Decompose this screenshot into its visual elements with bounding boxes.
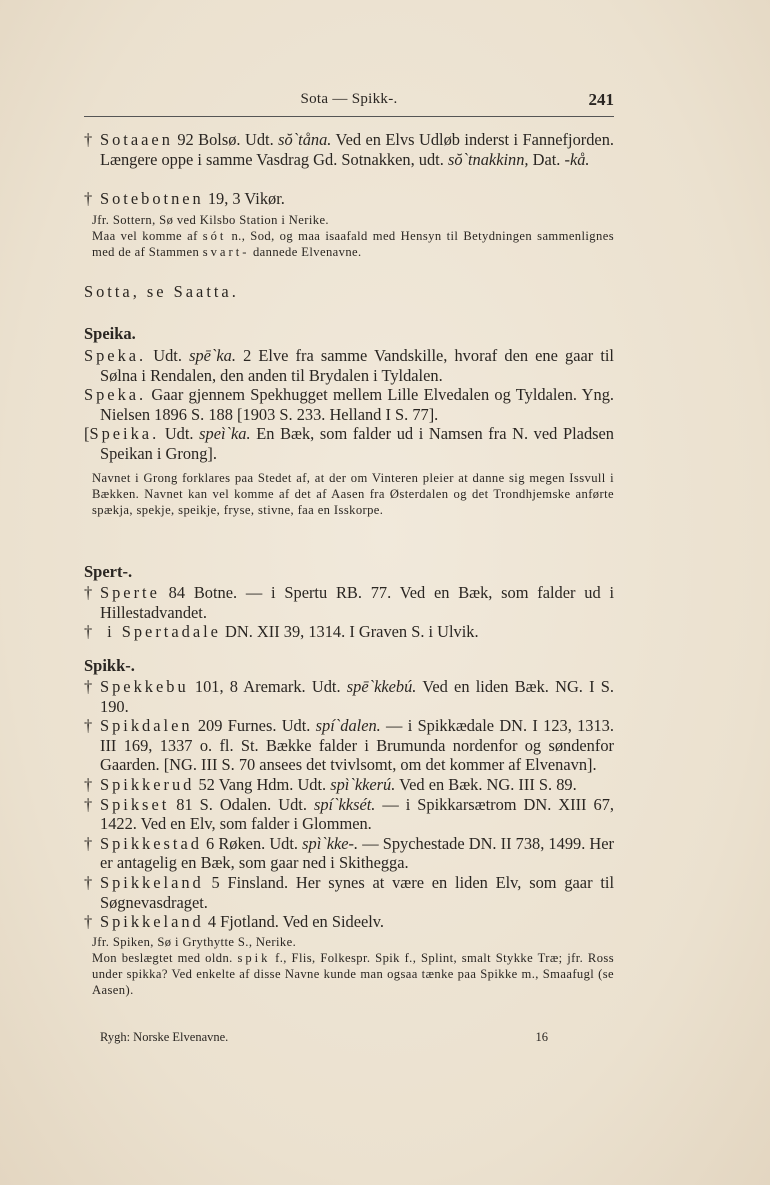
running-title: Sota — Spikk-.: [300, 91, 398, 107]
entry-text: Udt.: [146, 346, 190, 365]
entry-name: Spikkeland: [100, 872, 204, 892]
entry-sotaaen: [84, 130, 614, 169]
entry-name: Spekkebu: [100, 677, 189, 696]
dagger-icon: †: [84, 872, 93, 892]
pronunciation: spí`dalen.: [315, 716, 381, 736]
pronunciation: spē`ka.: [189, 346, 236, 365]
entry-name: Speka.: [84, 385, 147, 405]
dagger-icon: †: [84, 833, 93, 853]
dagger-icon: †: [84, 774, 93, 794]
dagger-icon: †: [84, 677, 93, 696]
entry-sotebotnen: [84, 189, 614, 209]
note-line: [84, 228, 614, 260]
header-rule: [84, 116, 614, 117]
pronunciation: -kå.: [564, 149, 590, 169]
dagger-icon: †: [84, 583, 93, 602]
note-text: Maa vel komme af: [92, 229, 203, 243]
note-spaced: svart-: [202, 245, 250, 259]
pronunciation: spì`kke-.: [302, 833, 359, 853]
section-spert: [84, 562, 614, 642]
dagger-icon: †: [84, 130, 93, 149]
entry-text: Udt.: [159, 424, 200, 444]
note-sota: [84, 212, 614, 260]
entry-sotta: [84, 282, 614, 302]
note-text: Mon beslægtet med oldn.: [92, 950, 238, 965]
entry-text: En Bæk, som falder ud i Namsen fra N. ved Pladsen Speikan i Grong].: [100, 424, 614, 463]
dagger-icon: †: [84, 716, 93, 736]
note-text: f., Flis, Folkespr. Spik f., Splint, smalt Stykke Træ; jfr. Ross under spikka? Ved enkelte af disse Navne kunde man ogsaa tænke paa Spikke m., Smaafugl (se Aasen).: [92, 950, 614, 997]
pronunciation: spì`kkerú.: [330, 774, 396, 794]
entry-text: Ved en Bæk. NG. III S. 89.: [395, 774, 577, 794]
entry-name: Spikkerud: [100, 774, 195, 794]
section-heading: Speika.: [84, 324, 136, 343]
entry-text: 2 Elve fra samme Vandskille, hvoraf den ene gaar til Sølna i Rendalen, den anden til Brydalen i Tyldalen.: [100, 346, 614, 385]
entry-text: 84 Botne. — i Spertu RB. 77. Ved en Bæk, som falder ud i Hillestadvandet.: [100, 583, 614, 622]
note-line: Jfr. Sottern, Sø ved Kilsbo Station i Nerike.: [92, 213, 329, 227]
note-line: [84, 950, 614, 998]
entry-text: Gaar gjennem Spekhugget mellem Lille Elvedalen og Tyldalen. Yng. Nielsen 1896 S. 188 [1903 S. 233. Helland I S. 77].: [100, 385, 614, 424]
entry-text: 81 S. Odalen. Udt.: [169, 794, 314, 814]
section-spikk: [84, 656, 614, 998]
pronunciation: sŏ`tnakkinn,: [447, 149, 529, 169]
dagger-icon: †: [84, 912, 93, 932]
pronunciation: sŏ`tåna.: [278, 130, 332, 149]
page-footer: [100, 1030, 548, 1045]
entry-name: Spertadale: [121, 622, 221, 642]
entry-name: Spikdalen: [100, 716, 193, 736]
entry-text: se: [139, 282, 174, 301]
entry-text: 5 Finsland. Her synes at være en liden Elv, som gaar til Søgnevasdraget.: [100, 872, 614, 912]
note-speika: Navnet i Grong forklares paa Stedet af, at der om Vinteren pleier at danne sig megen Issvull i Bækken. Navnet kan vel komme af det af Aasen fra Østerdalen og det Trondhjemske anførte spækja, spekje, speikje, fryse, stivne, faa en Isskorpe.: [92, 470, 614, 517]
entry-name: Sotaaen: [100, 130, 173, 149]
entry-text: 92 Bolsø. Udt.: [172, 130, 279, 149]
entry-text: — i Spikkædale DN. I 123, 1313. III 169, 1337 o. fl. St. Bække falder i Brumunda nordenfor og søndenfor Gaarden. [NG. III S. 70 ansees det tvivlsomt, om det kommer af Elvenavn].: [100, 716, 614, 775]
entry-text: 6 Røken. Udt.: [201, 833, 303, 853]
page-header: [84, 91, 614, 111]
dagger-icon: †: [84, 622, 93, 642]
section-heading: Spert-.: [84, 562, 133, 581]
entry-text: 101, 8 Aremark. Udt.: [188, 677, 347, 696]
entry-name: Sotebotnen: [100, 189, 204, 208]
entry-text: Ved en liden Bæk. NG. I S. 190.: [100, 677, 614, 716]
pronunciation: spē`kkebú.: [346, 677, 417, 696]
section-heading: Spikk-.: [84, 656, 135, 675]
entry-text: 209 Furnes. Udt.: [192, 716, 316, 736]
entry-text: Ved en Elvs Udløb inderst i Fannefjorden. Længere oppe i samme Vasdrag Gd. Sotnakken, udt.: [100, 130, 614, 169]
dagger-icon: †: [84, 189, 93, 208]
cross-reference: Saatta.: [173, 282, 239, 301]
entry-text: — Spychestade DN. II 738, 1499. Her er antagelig en Bæk, som gaar ned i Skithegga.: [100, 833, 614, 873]
entry-text: DN. XII 39, 1314. I Graven S. i Ulvik.: [220, 622, 479, 642]
note-text: n., Sod, og maa isaafald med Hensyn til Betydningen sammenlignes med de af Stammen: [92, 229, 614, 259]
entry-text: — i Spikkarsætrom DN. XIII 67, 1422. Ved en Elv, som falder i Glommen.: [100, 794, 614, 834]
note-line: Jfr. Spiken, Sø i Grythytte S., Nerike.: [92, 934, 297, 949]
note-spaced: spik: [237, 950, 271, 965]
footer-sheet-number: 16: [535, 1030, 548, 1044]
entry-name: Spikset: [100, 794, 170, 814]
entry-name: Sotta,: [84, 282, 140, 301]
entry-name: Speika.: [89, 424, 160, 444]
entry-text: 52 Vang Hdm. Udt.: [194, 774, 331, 794]
bracket: [: [84, 424, 90, 444]
note-text: dannede Elvenavne.: [249, 245, 362, 259]
entry-text: 19, 3 Vikør.: [203, 189, 285, 208]
entry-name: Spikkeland: [100, 912, 204, 932]
note-spaced: sót: [202, 229, 227, 243]
pronunciation: spí`kksét.: [313, 794, 376, 814]
entry-text: Dat.: [528, 149, 565, 169]
entry-name: Sperte: [100, 583, 160, 602]
entry-text: 4 Fjotland. Ved en Sideelv.: [203, 912, 385, 932]
entry-name: Spikkestad: [100, 833, 202, 853]
dagger-icon: †: [84, 794, 93, 814]
entry-name: Speka.: [84, 346, 147, 365]
section-speika: [84, 324, 614, 518]
entry-text: i: [100, 622, 122, 642]
footer-signature: Rygh: Norske Elvenavne.: [100, 1030, 229, 1044]
page-number: 241: [588, 90, 614, 109]
pronunciation: speì`ka.: [199, 424, 251, 444]
